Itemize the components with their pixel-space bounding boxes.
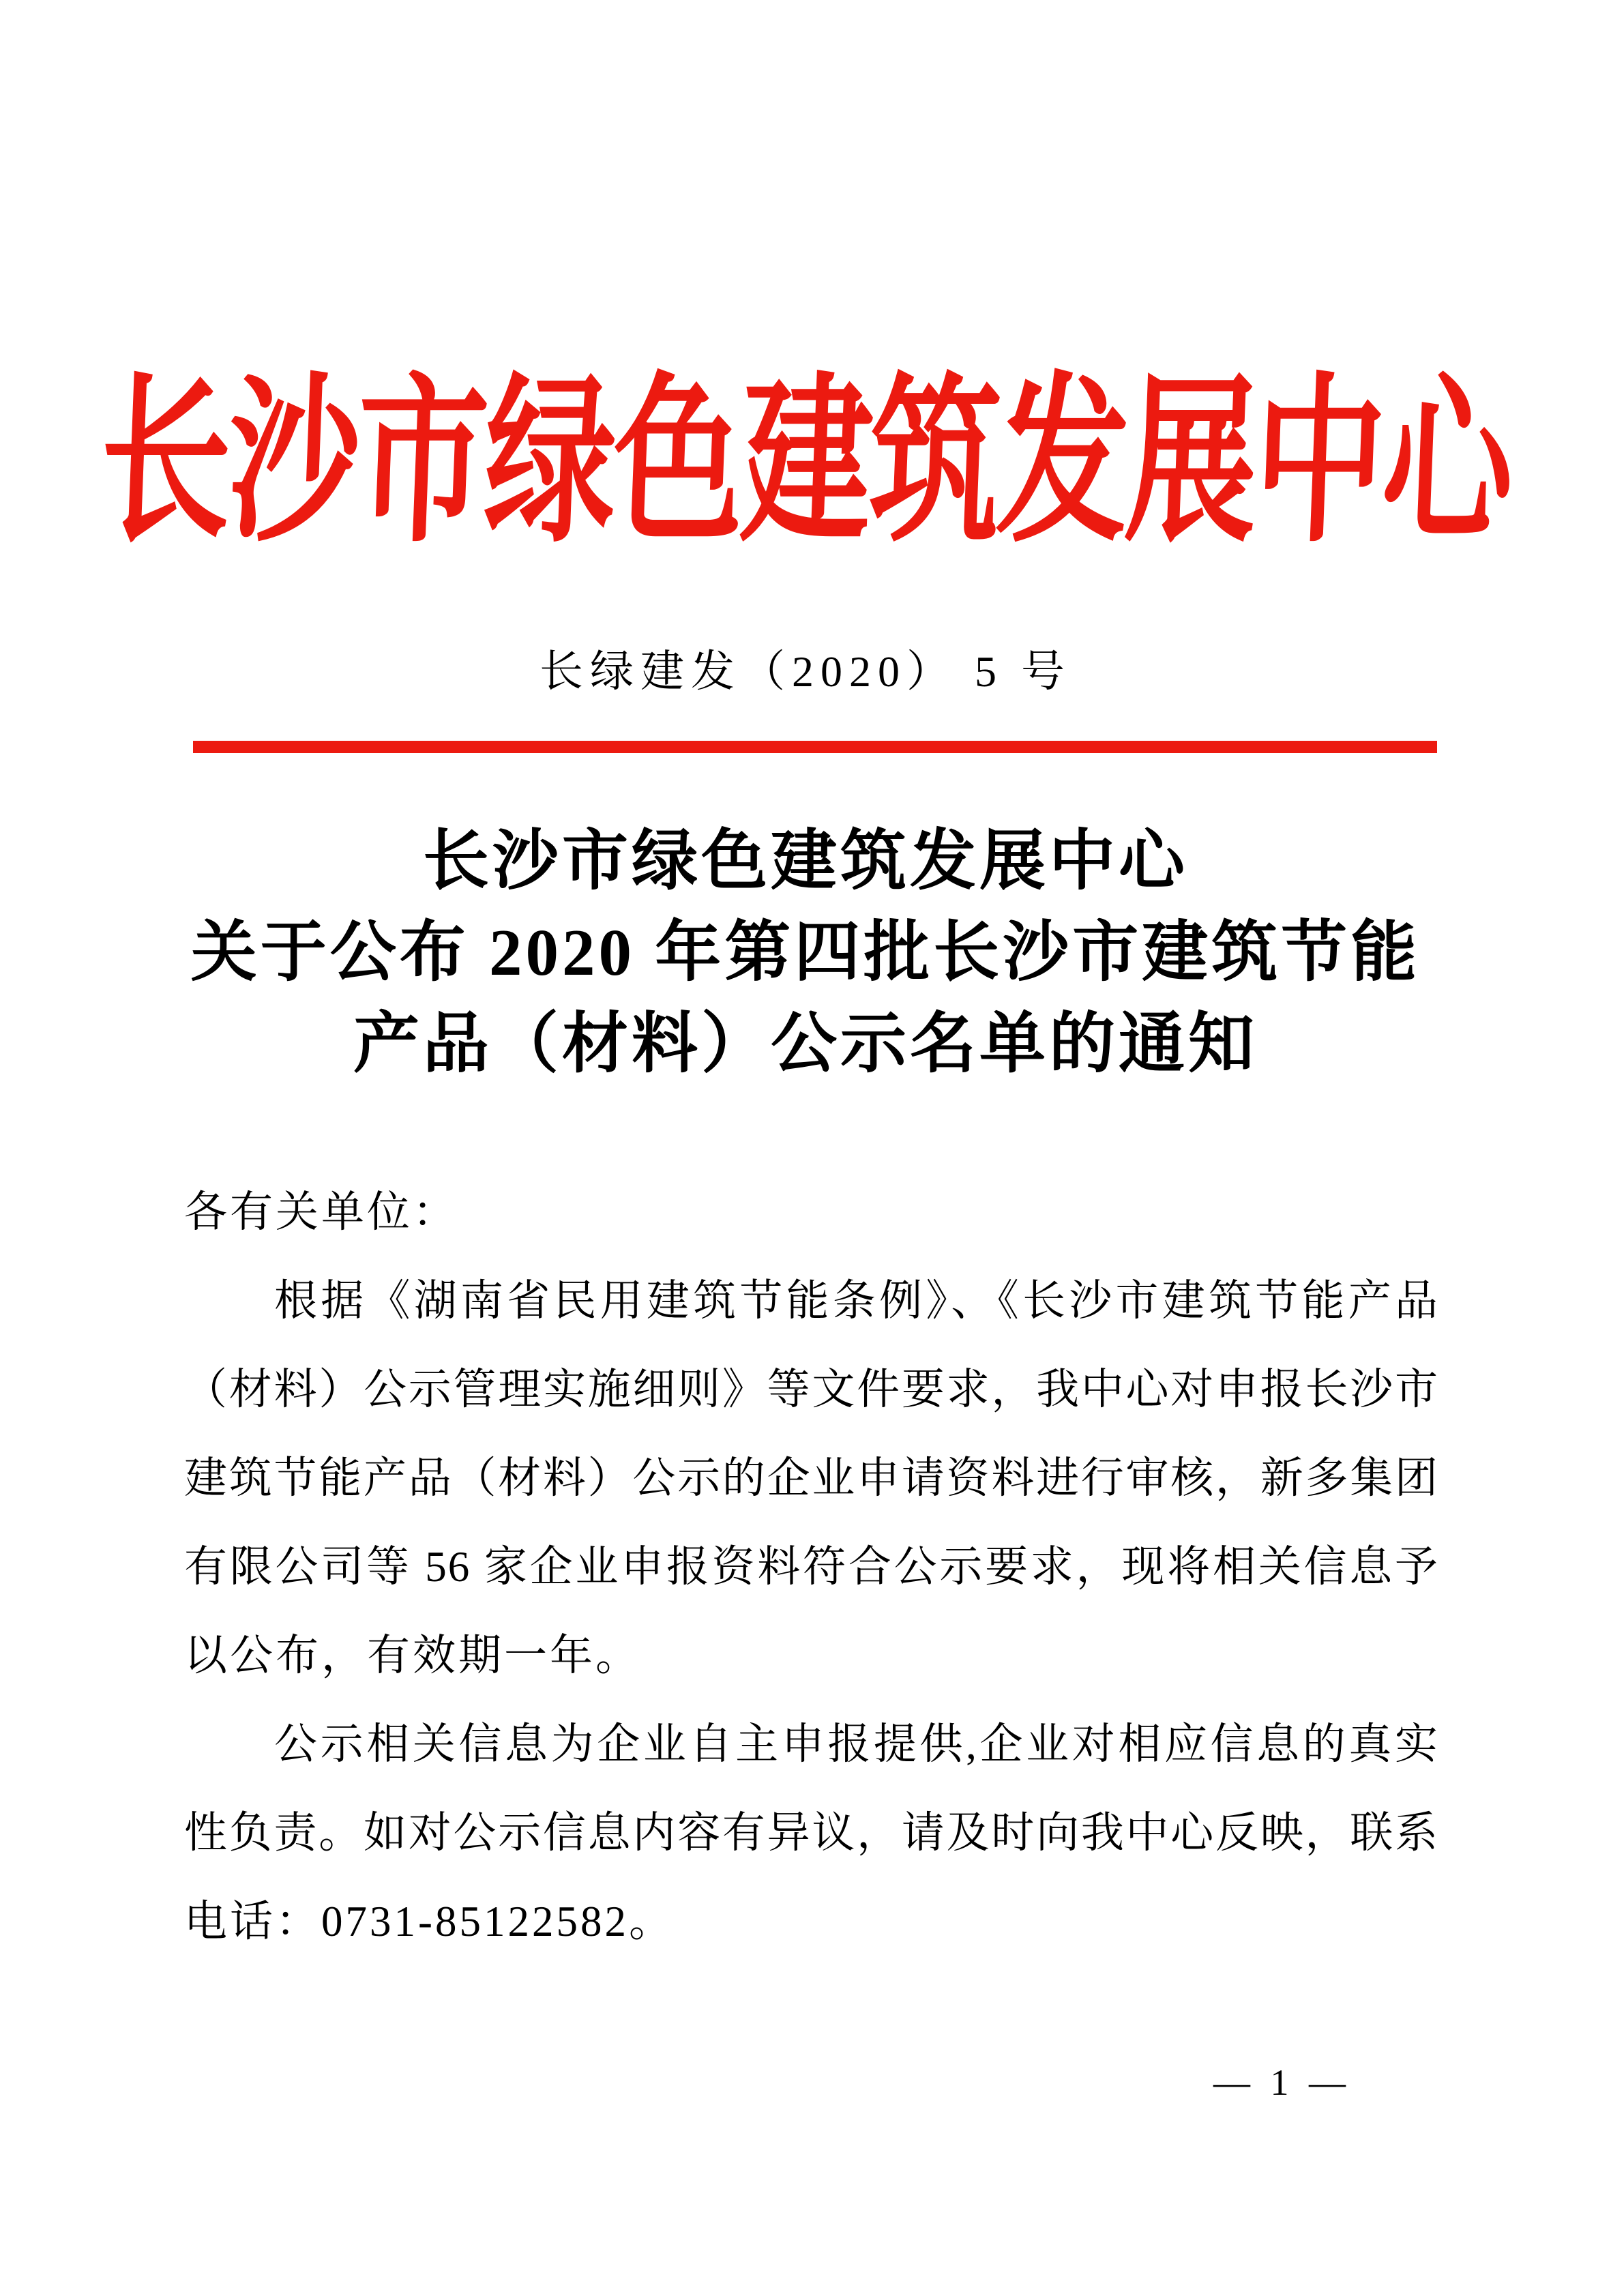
notice-title (0, 816, 1611, 1090)
document-number: 长绿建发（2020） 5 号 (540, 647, 1071, 696)
red-separator-line (193, 741, 1437, 753)
body-line: 根据《湖南省民用建筑节能条例》、《长沙市建筑节能产品 (274, 1277, 1439, 1325)
notice-title-line-2: 关于公布 2020 年第四批长沙市建筑节能 (190, 916, 1421, 989)
notice-body (184, 1168, 1439, 1966)
body-line: 公示相关信息为企业自主申报提供,企业对相应信息的真实 (274, 1720, 1439, 1768)
notice-title-line-1: 长沙市绿色建筑发展中心 (423, 825, 1188, 898)
body-line-contact-phone: 电话：0731-85122582。 (184, 1898, 675, 1945)
letterhead-title: 长沙市绿色建筑发展中心 (96, 363, 1515, 564)
body-line: 以公布，有效期一年。 (184, 1632, 641, 1679)
page-number: — 1 — (1213, 2062, 1351, 2103)
body-line: 有限公司等 56 家企业申报资料符合公示要求，现将相关信息予 (184, 1543, 1439, 1591)
body-line-salutation: 各有关单位： (184, 1188, 458, 1236)
body-line: （材料）公示管理实施细则》等文件要求，我中心对申报长沙市 (184, 1366, 1439, 1413)
notice-title-line-3: 产品（材料）公示名单的通知 (353, 1007, 1258, 1080)
body-line: 建筑节能产品（材料）公示的企业申请资料进行审核，新多集团 (184, 1454, 1439, 1502)
body-line: 性负责。如对公示信息内容有异议，请及时向我中心反映，联系 (184, 1809, 1439, 1857)
